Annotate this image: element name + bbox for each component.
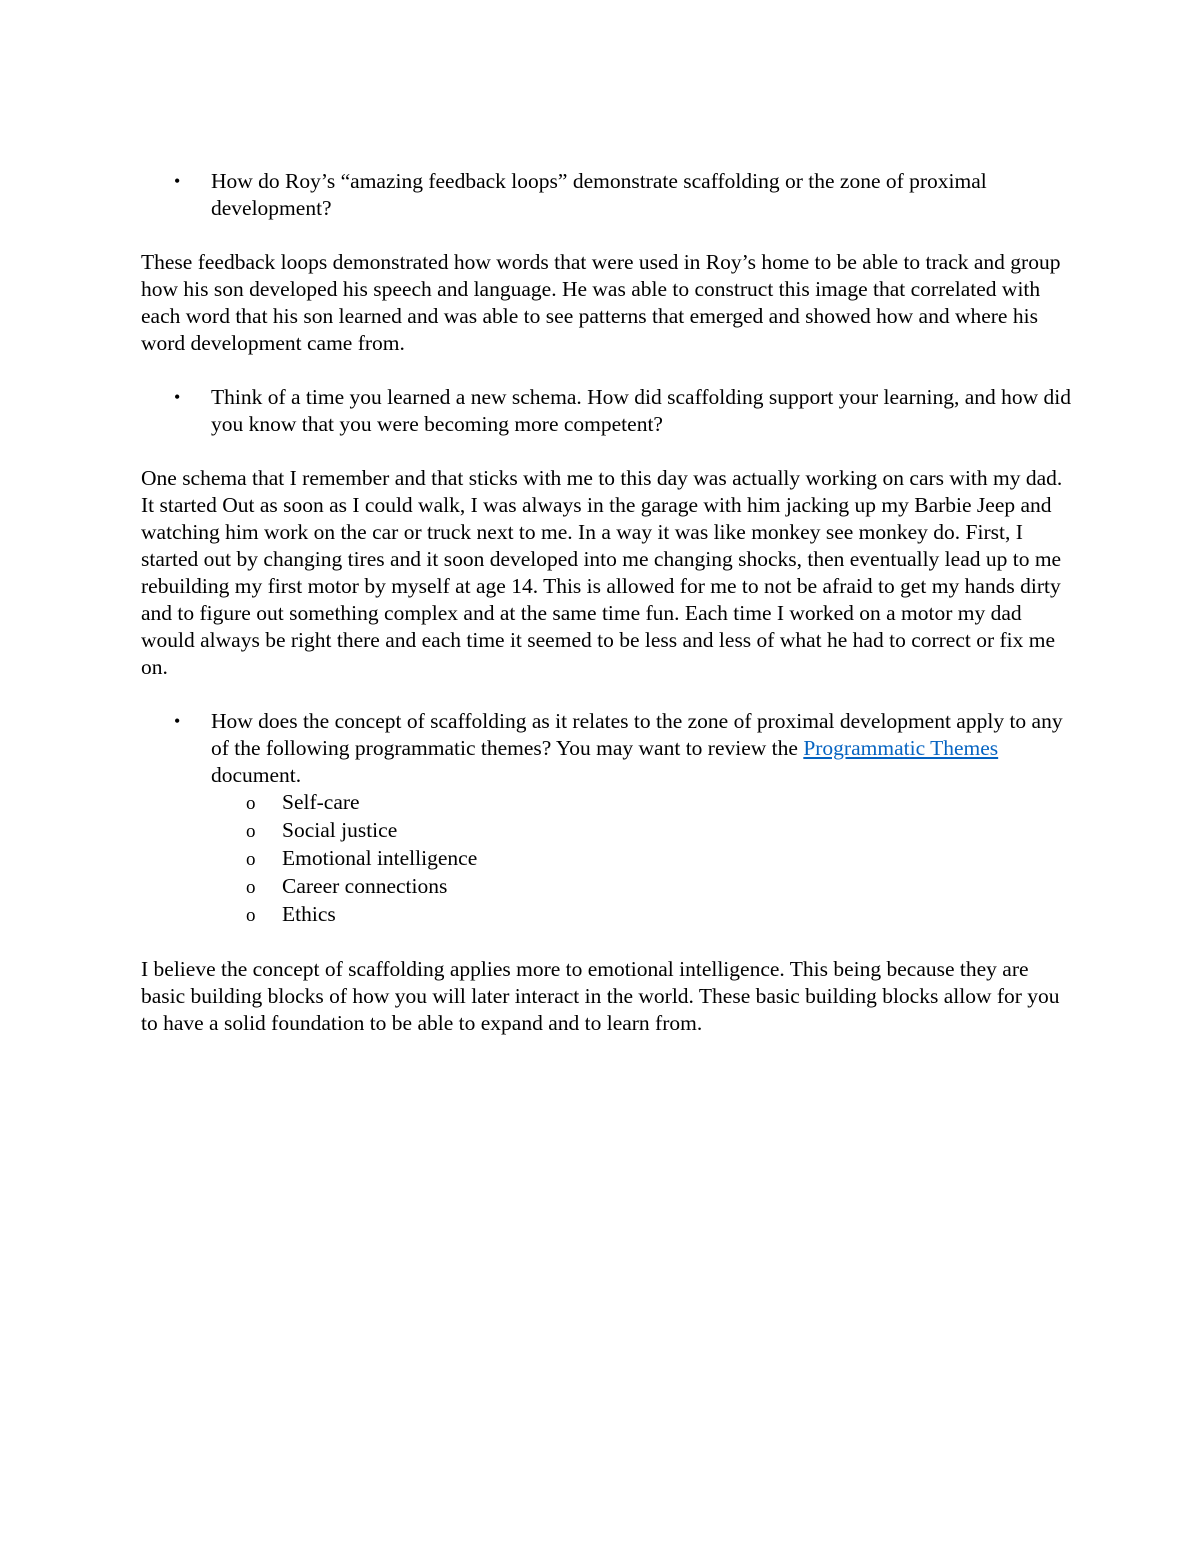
themes-list	[141, 789, 1071, 929]
bullet-icon: •	[174, 171, 181, 191]
bullet-icon: •	[174, 387, 181, 407]
theme-label: Emotional intelligence	[282, 846, 478, 870]
question-1	[141, 168, 1071, 222]
question-3-text-after: document.	[211, 763, 302, 787]
question-1-text: How do Roy’s “amazing feedback loops” demonstrate scaffolding or the zone of proximal development?	[211, 169, 987, 220]
question-2	[141, 384, 1071, 438]
question-2-text: Think of a time you learned a new schema. How did scaffolding support your learning, and how did you know that you were becoming more competent?	[211, 385, 1071, 436]
list-item	[141, 789, 1071, 817]
circle-bullet-icon: o	[246, 793, 256, 814]
answer-2: One schema that I remember and that sticks with me to this day was actually working on cars with my dad. It started Out as soon as I could walk, I was always in the garage with him jacking up my Barbie Jeep and watching him work on the car or truck next to me. In a way it was like monkey see monkey do. First, I started out by changing tires and it soon developed into me changing shocks, then eventually lead up to me rebuilding my first motor by myself at age 14. This is allowed for me to not be afraid to get my hands dirty and to figure out something complex and at the same time fun. Each time I worked on a motor my dad would always be right there and each time it seemed to be less and less of what he had to correct or fix me on.	[141, 466, 1063, 679]
circle-bullet-icon: o	[246, 821, 256, 842]
list-item	[141, 845, 1071, 873]
programmatic-themes-link[interactable]: Programmatic Themes	[803, 736, 999, 760]
circle-bullet-icon: o	[246, 877, 256, 898]
list-item	[141, 817, 1071, 845]
circle-bullet-icon: o	[246, 849, 256, 870]
theme-label: Ethics	[282, 902, 336, 926]
answer-1: These feedback loops demonstrated how words that were used in Roy’s home to be able to track and group how his son developed his speech and language. He was able to construct this image that correlated with each word that his son learned and was able to see patterns that emerged and showed how and where his word development came from.	[141, 250, 1061, 355]
circle-bullet-icon: o	[246, 905, 256, 926]
question-3-text-before: How does the concept of scaffolding as it relates to the zone of proximal development apply to any of the following programmatic themes? You may want to review the	[211, 709, 1063, 760]
theme-label: Self-care	[282, 790, 360, 814]
list-item	[141, 873, 1071, 901]
document-page	[141, 168, 1071, 1037]
question-3	[141, 708, 1071, 789]
theme-label: Social justice	[282, 818, 398, 842]
bullet-icon: •	[174, 711, 181, 731]
theme-label: Career connections	[282, 874, 448, 898]
list-item	[141, 901, 1071, 929]
answer-3: I believe the concept of scaffolding applies more to emotional intelligence. This being because they are basic building blocks of how you will later interact in the world. These basic building blocks allow for you to have a solid foundation to be able to expand and to learn from.	[141, 957, 1060, 1035]
